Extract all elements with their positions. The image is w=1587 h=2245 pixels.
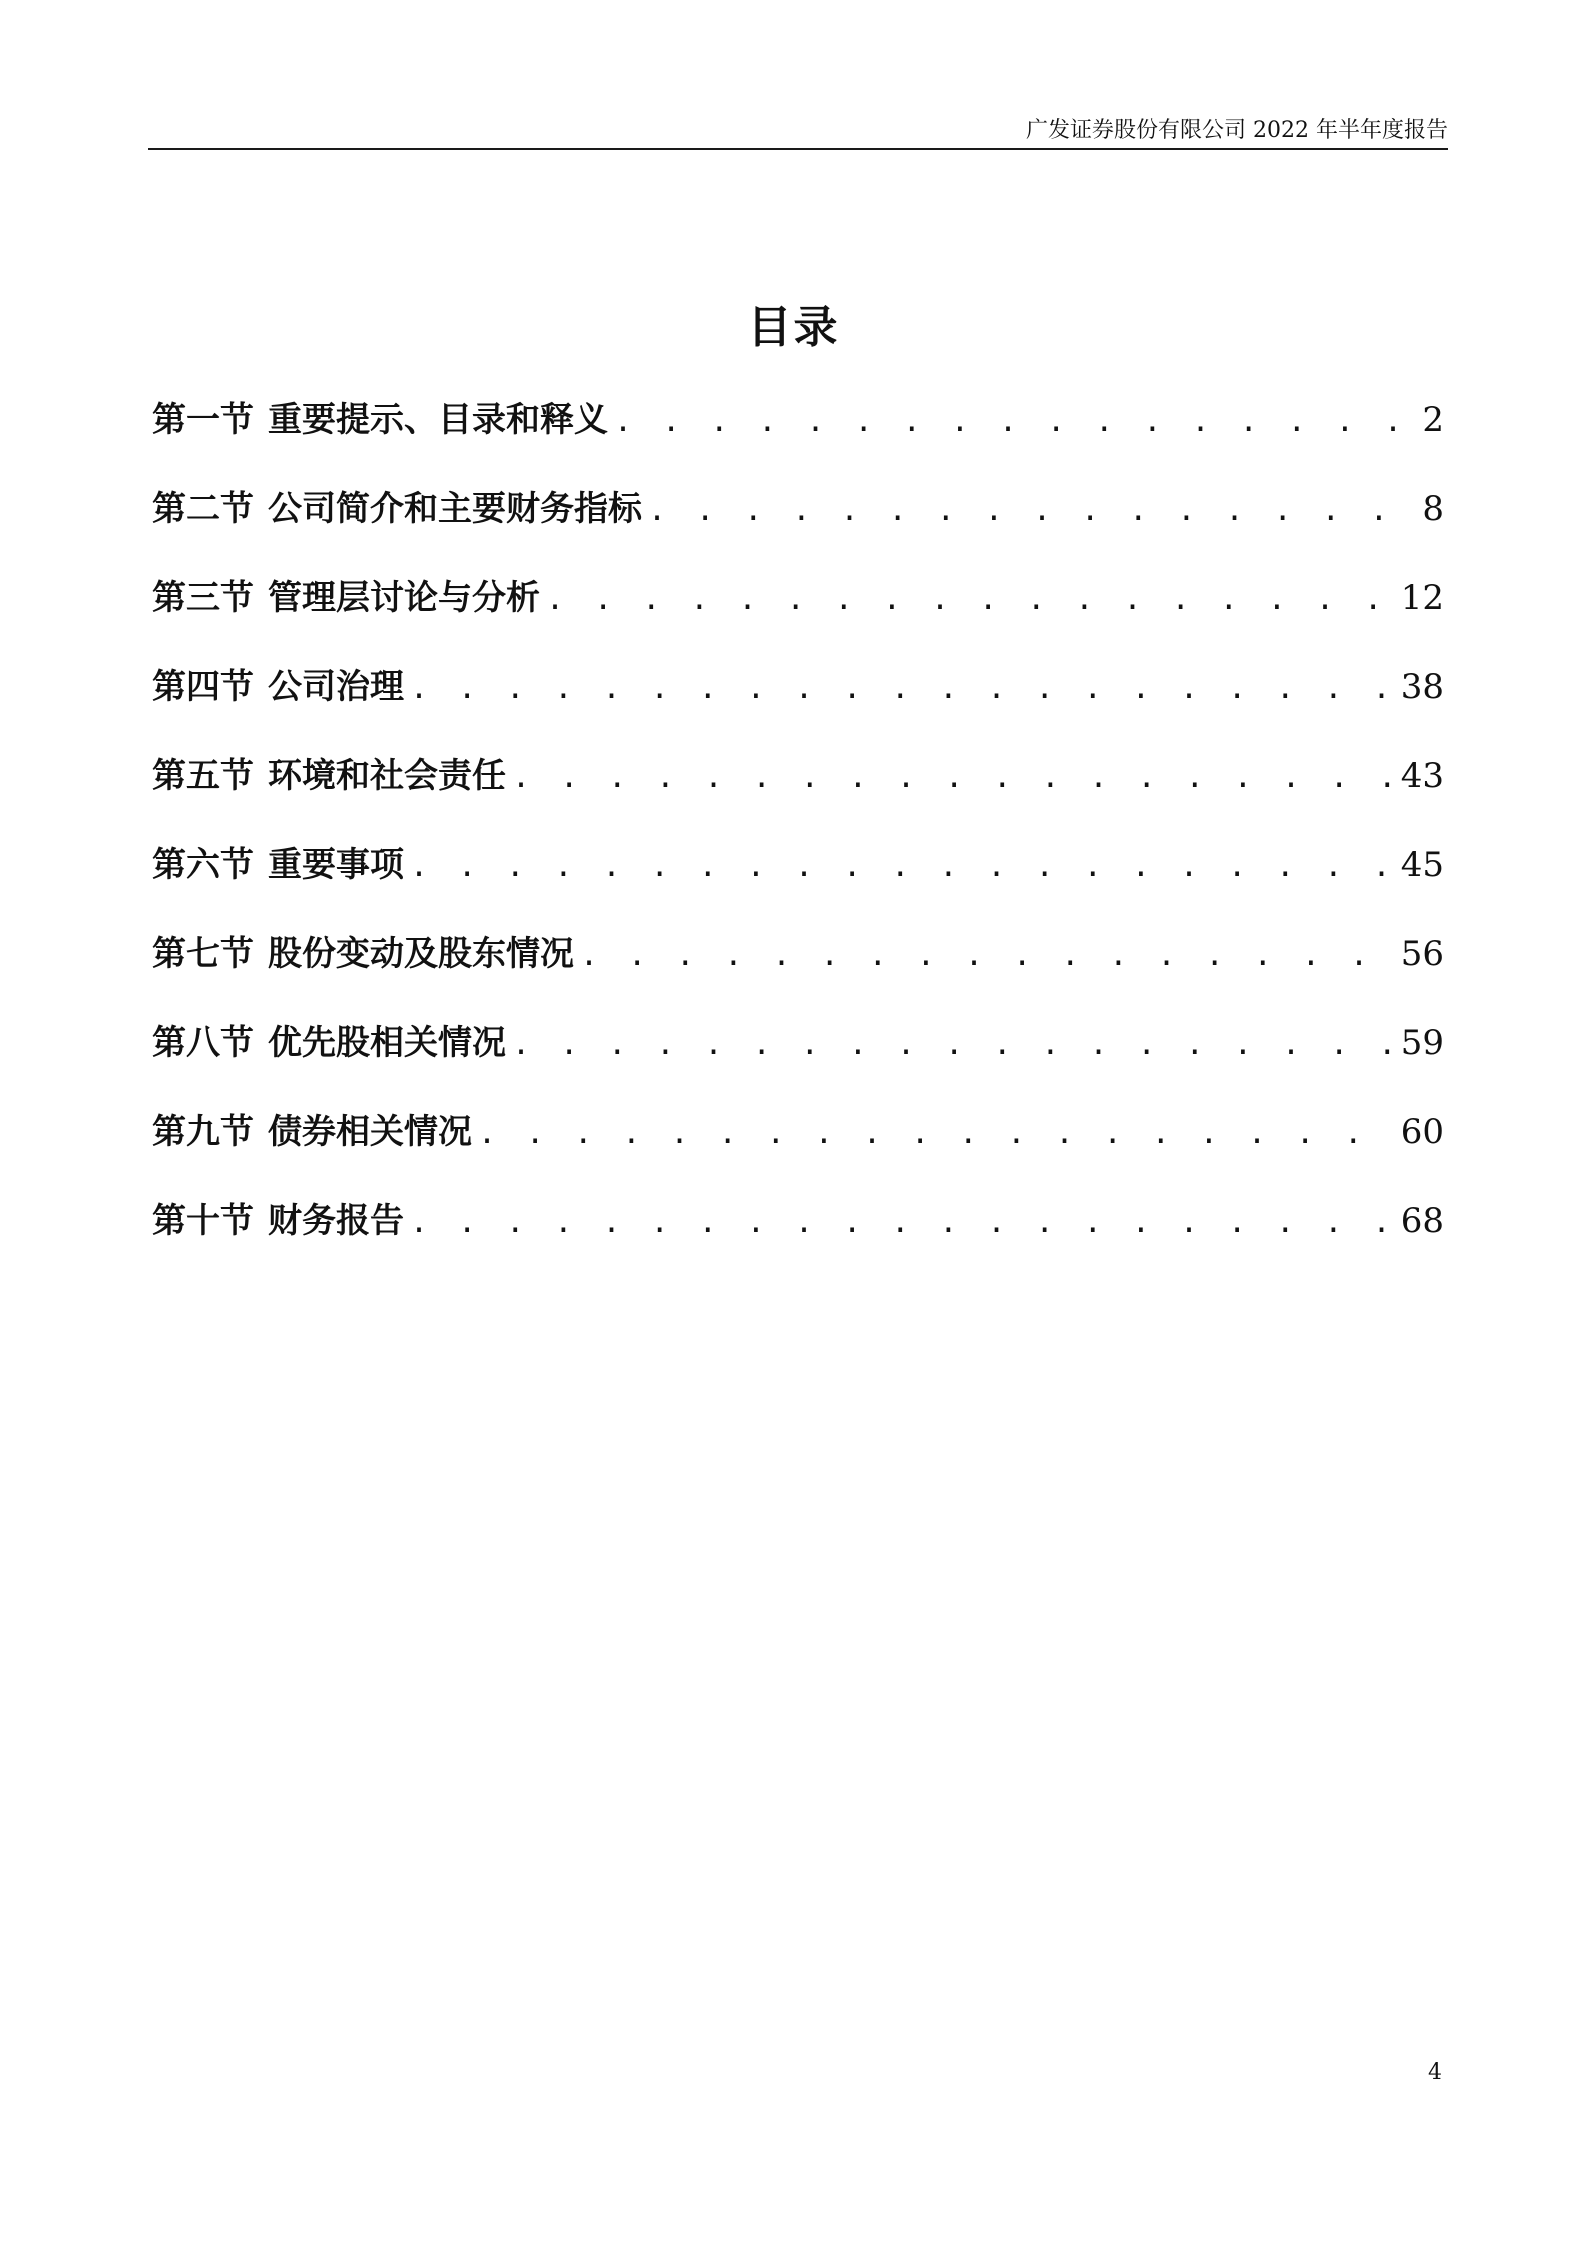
toc-entry-page: 56 bbox=[1400, 934, 1444, 974]
toc-entry-page: 2 bbox=[1422, 400, 1444, 440]
toc-entry-page: 12 bbox=[1400, 578, 1444, 618]
toc-entry-section: 第五节 bbox=[152, 756, 254, 796]
toc-entry-page: 59 bbox=[1400, 1023, 1444, 1063]
toc-entry-page: 38 bbox=[1400, 667, 1444, 707]
toc-entry-4[interactable] bbox=[152, 659, 1444, 748]
dot-leader bbox=[614, 394, 1408, 450]
dot-leader bbox=[478, 1106, 1395, 1162]
toc-list bbox=[152, 392, 1444, 1282]
toc-entry-name: 股份变动及股东情况 bbox=[268, 934, 574, 974]
dot-leader bbox=[410, 661, 1395, 717]
dot-leader bbox=[410, 1195, 1395, 1251]
toc-entry-7[interactable] bbox=[152, 926, 1444, 1015]
toc-entry-page: 43 bbox=[1400, 756, 1444, 796]
dot-leader bbox=[580, 928, 1395, 984]
toc-entry-section: 第六节 bbox=[152, 845, 254, 885]
toc-entry-name: 优先股相关情况 bbox=[268, 1023, 506, 1063]
toc-entry-section: 第四节 bbox=[152, 667, 254, 707]
toc-entry-section: 第七节 bbox=[152, 934, 254, 974]
dot-leader bbox=[512, 750, 1395, 806]
dot-leader bbox=[512, 1017, 1395, 1073]
toc-entry-page: 68 bbox=[1400, 1201, 1444, 1241]
toc-entry-3[interactable] bbox=[152, 570, 1444, 659]
toc-entry-page: 45 bbox=[1400, 845, 1444, 885]
page-number: 4 bbox=[1428, 2060, 1442, 2085]
toc-entry-name: 管理层讨论与分析 bbox=[268, 578, 540, 618]
toc-entry-2[interactable] bbox=[152, 481, 1444, 570]
report-title-header: 广发证券股份有限公司 2022 年半年度报告 bbox=[1026, 118, 1448, 143]
dot-leader bbox=[648, 483, 1408, 539]
dot-leader bbox=[410, 839, 1395, 895]
toc-entry-section: 第三节 bbox=[152, 578, 254, 618]
toc-entry-name: 公司治理 bbox=[268, 667, 404, 707]
toc-entry-section: 第二节 bbox=[152, 489, 254, 529]
toc-entry-10[interactable] bbox=[152, 1193, 1444, 1282]
toc-entry-5[interactable] bbox=[152, 748, 1444, 837]
toc-entry-name: 重要提示、目录和释义 bbox=[268, 400, 608, 440]
toc-entry-section: 第十节 bbox=[152, 1201, 254, 1241]
toc-entry-name: 财务报告 bbox=[268, 1201, 404, 1241]
toc-entry-8[interactable] bbox=[152, 1015, 1444, 1104]
toc-entry-1[interactable] bbox=[152, 392, 1444, 481]
toc-entry-section: 第一节 bbox=[152, 400, 254, 440]
toc-entry-name: 环境和社会责任 bbox=[268, 756, 506, 796]
toc-entry-page: 60 bbox=[1400, 1112, 1444, 1152]
toc-entry-page: 8 bbox=[1422, 489, 1444, 529]
toc-title: 目录 bbox=[747, 302, 840, 353]
toc-entry-name: 债券相关情况 bbox=[268, 1112, 472, 1152]
toc-entry-name: 公司简介和主要财务指标 bbox=[268, 489, 642, 529]
page-header bbox=[148, 108, 1448, 150]
toc-entry-6[interactable] bbox=[152, 837, 1444, 926]
toc-entry-name: 重要事项 bbox=[268, 845, 404, 885]
toc-entry-section: 第八节 bbox=[152, 1023, 254, 1063]
toc-entry-9[interactable] bbox=[152, 1104, 1444, 1193]
dot-leader bbox=[546, 572, 1395, 628]
toc-entry-section: 第九节 bbox=[152, 1112, 254, 1152]
